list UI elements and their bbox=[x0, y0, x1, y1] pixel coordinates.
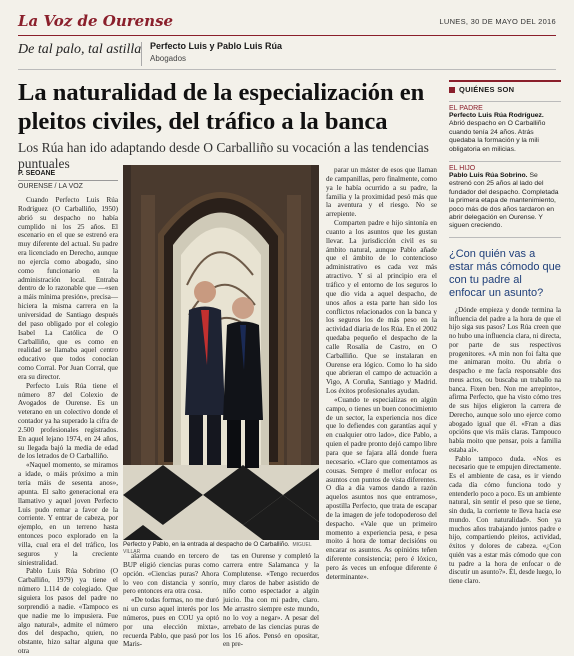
sidebar-divider bbox=[449, 237, 561, 238]
father-bio-text: Abrió despacho en O Carballiño cuando tenía 24 años. Atrás quedaba la formación y la mili obligatoria en milicias. bbox=[449, 120, 546, 153]
paragraph: Pablo tampoco duda. «Nos es necesario que te empujen directamente. Es el ambiente de casa, es ir viendo cada día cómo funciona todo y entenderlo poco a poco. Es un ambiente natural, sin sentir el peso que se tiene, sin duda, la corriente te lleva hacia ese mundo. Con naturalidad». Son ya muchos años trabajando juntos padre e hijo, compartiendo pleitos, actividad, éxitos y dolores de cabeza. «¿Con quién vas a estar más cómodo que con tu padre a la hora de enfocar o de discutir un asunto?». Él, desde luego, lo tiene claro. bbox=[449, 454, 561, 586]
sidebar-profiles bbox=[449, 80, 561, 586]
section-subjects: Perfecto Luis y Pablo Luis Rúa bbox=[150, 41, 283, 51]
son-name: Pablo Luis Rúa Sobrino. bbox=[449, 172, 528, 180]
paragraph: «Naquel momento, se miramos a idade, o máis próximo a min tería máis de sesenta anos», apunta. El salto generacional era llamativo y aquel joven Perfecto Luis pudo remar a favor de la corriente. Y entrar de cabeza, por ejemplo, en un terreno hasta entonces poco explorado en la villa, cual era el del tráfico, los seguros y la creciente siniestralidad. bbox=[18, 461, 118, 567]
son-bio bbox=[449, 172, 561, 231]
section-title: De tal palo, tal astilla bbox=[18, 42, 142, 57]
son-bio-text: Se estrenó con 25 años al lado del fundador del despacho. Completada la primera etapa de mantenimiento, poco más de dos años tardaron en abrir delegación en Ourense. Y siguen creciendo. bbox=[449, 172, 559, 230]
article-column-2 bbox=[123, 552, 219, 649]
paragraph: «Cuando te especializas en algún campo, o tienes un buen conocimiento de un sector, la experiencia nos dice que lo defiendes con garantías aquí y en cualquier otro lado», dice Pablo, a quien el padre pronto dejó campo libre para que se fajara allá donde fuera necesario. «Claro que comentamos as cousas. Sempre é mellor enfocar os asuntos con puntos de vista diferentes. O día a día vamos dando a razón aquelos asuntos nos que entramos», apostilla Perfecto, que trata de escapar de la imagen de jefe todopoderoso del despacho. «Vale que un primeiro momento a experiencia pesa, e pesa moito á hora de tomar decisións ou encarar os asuntos. As opinións teñen diferente consistencia; pero é lóxico, pero ás veces un enfoque diferente é determinante». bbox=[326, 395, 437, 581]
byline-place: OURENSE / LA VOZ bbox=[18, 180, 118, 190]
article-column-4 bbox=[326, 166, 437, 636]
paragraph: parar un máster de esos que llaman de campanillas, pero finalmente, como ya le había ocurrido a su padre, la familia y la proximidad pesó más que la aventura y el riesgo. No se arrepiente. bbox=[326, 166, 437, 219]
section-divider bbox=[141, 42, 142, 66]
paragraph: Perfecto Luis Rúa tiene el número 87 del Colexio de Avogados de Ourense. Es un veterano en un colectivo donde el contador ya ha superado la cifra de 2.500 profesionales registrados. En aquel lejano 1974, en 24 años, su llegada bajó la media de edad de los letrados de O Carballiño. bbox=[18, 381, 118, 461]
masthead bbox=[18, 10, 556, 36]
father-name: Perfecto Luis Rúa Rodríguez. bbox=[449, 112, 544, 119]
newspaper-logo: La Voz de Ourense bbox=[18, 12, 174, 30]
sidebar-heading bbox=[449, 80, 561, 94]
pull-quote: ¿Con quién vas a estar más cómodo que con tu padre al enfocar un asunto? bbox=[449, 247, 561, 299]
article-headline: La naturalidad de la especialización en pleitos civiles, del tráfico a la banca bbox=[18, 79, 425, 135]
paragraph: ¿Dónde empieza y donde termina la influencia del padre a la hora de que el hijo siga sus pasos? Los Rúa creen que no hubo una influencia clara, ni directa, por parte de sus respectivos progenitores. «A min non foi falta que me animaran moito. Ou abría o despacho e me facía responsable dos meus actos, ou buscaba un traballo na banca. Fixen ben. Non me arrepinto», afirma Perfecto, que ha visto cómo tres de sus hijos eligieron la carrera de Derecho, aunque solo uno ejerce como abogado igual que él. «Fran a días opcións que vis máis claras. Tampouco había moito que pensar, pois a familia estaba aí». bbox=[449, 305, 561, 454]
paragraph: tas en Ourense y completó la carrera entre Salamanca y la Complutense. «Tengo recuerdos muy claros de haber asistido de niño como espectador a algún juicio. Iba con mi padre, claro. Me arrastro siempre este mundo, no lo voy a negar». A pesar del arrebato de las ciencias puras de los 16 años. Pensó en opositar, en pre- bbox=[223, 552, 319, 649]
byline-author: P. SEOANE bbox=[18, 170, 56, 177]
section-header bbox=[18, 40, 556, 70]
paragraph: «De todas formas, no me duró ni un curso aquel interés por los números, pues en COU ya optó por una elección mixta», recuerda Pablo, que pasó por los Maris- bbox=[123, 596, 219, 649]
checkered-floor bbox=[123, 465, 319, 540]
sidebar-article-text bbox=[449, 306, 561, 586]
paragraph: Pablo Luis Rúa Sobrino (O Carballiño, 1979) ya tiene el número 1.114 de colegiado. Que siguiera los pasos del padre no sorprendió a nadie. «Tampoco es que nadie me lo impusiera. Fue algo natural», admite el número dos del despacho, quien, no obstante, hizo saltar alguna que otra bbox=[18, 567, 118, 656]
article-photo bbox=[123, 165, 319, 540]
son-role-label: EL HIJO bbox=[449, 161, 561, 172]
photo-illustration bbox=[123, 165, 319, 540]
article-column-1 bbox=[18, 196, 118, 656]
byline bbox=[18, 170, 118, 190]
photo-caption-text: Perfecto y Pablo, en la entrada al despacho de O Carballiño. bbox=[123, 541, 290, 548]
father-bio bbox=[449, 112, 561, 154]
section-subjects-role: Abogados bbox=[150, 54, 187, 63]
sidebar-heading-text: QUIÉNES SON bbox=[459, 85, 515, 94]
paragraph: alarma cuando en tercero de BUP eligió ciencias puras como opción. «Ciencias puras? Ahora lo veo con distancia y sonrío, pero entonces era otra cosa. bbox=[123, 552, 219, 596]
father-role-label: EL PADRE bbox=[449, 101, 561, 112]
paragraph: Cuando Perfecto Luis Rúa Rodríguez (O Carballiño, 1950) abrió su despacho no había cumplido ni los 25 años. El escenario en el que se estrenó era muy diferente del actual. Su padre era licenciado en Derecho, aunque no ejercía como abogado, sino como funcionario en la administración local. Entraba dentro de lo razonable que —«sen a máis mínima presión», precisa— hiciera la misma carrera en la universidad de Santiago después del paso obligado por el colegio Isabel La Católica de O Carballiño, que es como en realidad se llamaba aquel centro educativo que todos conocían como Corral. Por Juan Corral, que era su director. bbox=[18, 196, 118, 381]
publication-date: LUNES, 30 DE MAYO DEL 2016 bbox=[439, 17, 556, 26]
square-bullet-icon bbox=[449, 87, 455, 93]
paragraph: Comparten padre e hijo sintonía en cuanto a los asuntos que les gustan llevar. La jurisdicción civil es su ámbito natural, aunque Pablo añade que el ámbito de lo contencioso administrativo es cada vez más atractivo. Y si al principio era el tráfico y el entorno de los seguros lo que dio vida a aquel despacho, de unos años a esta parte han sido los conflictos relacionados con la banca y los seguros los de más peso en la actividad diaria de los Rúa. En el 2002 quedaba pequeño el despacho de la calle Rosalía de Castro, en O Carballiño. Que se instalaran en Ourense era lógico. Como lo ha sido que abrieran el campo de actuación a Vigo, A Coruña, Santiago y Madrid. Los éxitos profesionales ayudan. bbox=[326, 219, 437, 396]
article-column-3 bbox=[223, 552, 319, 649]
photo-credit: MIGUEL VILLAR bbox=[123, 542, 312, 555]
article-subheadline: Los Rúa han ido adaptando desde O Carballiño su vocación a las tendencias puntuales bbox=[18, 140, 429, 171]
